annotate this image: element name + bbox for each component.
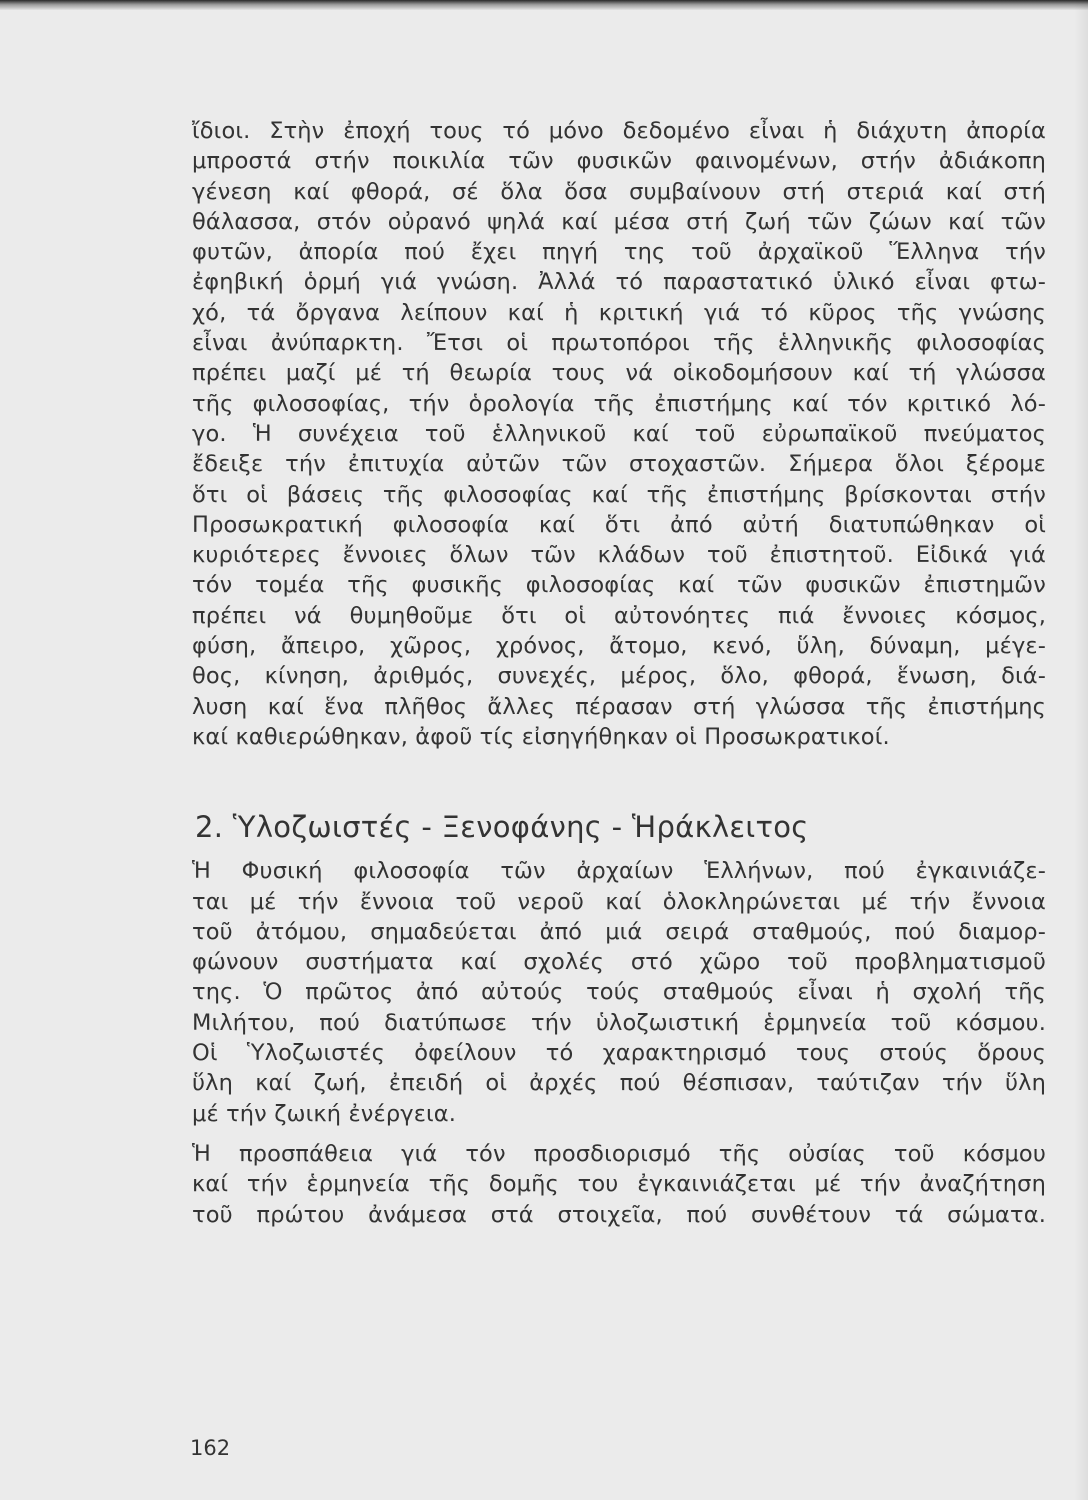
text-line: θος, κίνηση, ἀριθμός, συνεχές, μέρος, ὅλο, φθορά, ἕνωση, διά- <box>192 663 1046 690</box>
paragraph-1 <box>192 116 1046 752</box>
paragraph-3 <box>192 1139 1046 1230</box>
text-line: Ἡ προσπάθεια γιά τόν προσδιορισμό τῆς οὐσίας τοῦ κόσμου <box>192 1140 1046 1167</box>
text-line: μπροστά στήν ποικιλία τῶν φυσικῶν φαινομένων, στήν ἀδιάκοπη <box>192 148 1046 175</box>
text-line: Οἱ Ὑλοζωιστές ὀφείλουν τό χαρακτηρισμό τους στούς ὅρους <box>192 1040 1046 1067</box>
text-line: θάλασσα, στόν οὐρανό ψηλά καί μέσα στή ζωή τῶν ζώων καί τῶν <box>192 208 1046 235</box>
page-right-shadow <box>1074 0 1088 1500</box>
text-line: τόν τομέα τῆς φυσικῆς φιλοσοφίας καί τῶν φυσικῶν ἐπιστημῶν <box>192 572 1046 599</box>
text-line: ἐφηβική ὁρμή γιά γνώση. Ἀλλά τό παραστατικό ὑλικό εἶναι φτω- <box>192 269 1046 296</box>
section-heading: 2. Ὑλοζωιστές - Ξενοφάνης - Ἡράκλειτος <box>195 810 809 845</box>
text-line: τοῦ ἀτόμου, σημαδεύεται ἀπό μιά σειρά σταθμούς, πού διαμορ- <box>192 918 1046 945</box>
text-line: ἴδιοι. Στὴν ἐποχή τους τό μόνο δεδομένο εἶναι ἡ διάχυτη ἀπορία <box>192 118 1046 144</box>
text-line: χό, τά ὄργανα λείπουν καί ἡ κριτική γιά τό κῦρος τῆς γνώσης <box>192 299 1046 326</box>
text-line: Μιλήτου, πού διατύπωσε τήν ὑλοζωιστική ἑρμηνεία τοῦ κόσμου. <box>192 1009 1046 1036</box>
text-line: καί καθιερώθηκαν, ἀφοῦ τίς εἰσηγήθηκαν οἱ Προσωκρατικοί. <box>192 723 890 750</box>
text-line: πρέπει μαζί μέ τή θεωρία τους νά οἰκοδομήσουν καί τή γλώσσα <box>192 360 1046 387</box>
text-line: της. Ὁ πρῶτος ἀπό αὐτούς τούς σταθμούς εἶναι ἡ σχολή τῆς <box>192 979 1046 1006</box>
text-line: γο. Ἡ συνέχεια τοῦ ἑλληνικοῦ καί τοῦ εὐρωπαϊκοῦ πνεύματος <box>192 420 1046 447</box>
text-line: ὅτι οἱ βάσεις τῆς φιλοσοφίας καί τῆς ἐπιστήμης βρίσκονται στήν <box>192 481 1046 508</box>
text-line: Ἡ Φυσική φιλοσοφία τῶν ἀρχαίων Ἑλλήνων, πού ἐγκαινιάζε- <box>192 858 1046 885</box>
text-line: τῆς φιλοσοφίας, τήν ὁρολογία τῆς ἐπιστήμης καί τόν κριτικό λό- <box>192 390 1046 417</box>
text-line: ὕλη καί ζωή, ἐπειδή οἱ ἀρχές πού θέσπισαν, ταύτιζαν τήν ὕλη <box>192 1070 1046 1097</box>
paragraph-2 <box>192 856 1046 1129</box>
text-line: πρέπει νά θυμηθοῦμε ὅτι οἱ αὐτονόητες πιά ἔννοιες κόσμος, <box>192 602 1046 629</box>
text-line: φύση, ἄπειρο, χῶρος, χρόνος, ἄτομο, κενό, ὕλη, δύναμη, μέγε- <box>192 633 1046 660</box>
text-line: τοῦ πρώτου ἀνάμεσα στά στοιχεῖα, πού συνθέτουν τά σώματα. <box>192 1201 1046 1228</box>
text-line: μέ τήν ζωική ἐνέργεια. <box>192 1100 457 1127</box>
text-line: κυριότερες ἔννοιες ὅλων τῶν κλάδων τοῦ ἐπιστητοῦ. Εἰδικά γιά <box>192 542 1046 569</box>
text-line: λυση καί ἕνα πλῆθος ἄλλες πέρασαν στή γλώσσα τῆς ἐπιστήμης <box>192 693 1046 720</box>
page-number: 162 <box>190 1436 231 1460</box>
text-line: εἶναι ἀνύπαρκτη. Ἔτσι οἱ πρωτοπόροι τῆς ἑλληνικῆς φιλοσοφίας <box>192 330 1046 357</box>
text-line: γένεση καί φθορά, σέ ὅλα ὅσα συμβαίνουν στή στεριά καί στή <box>192 178 1046 205</box>
text-line: ται μέ τήν ἔννοια τοῦ νεροῦ καί ὁλοκληρώνεται μέ τήν ἔννοια <box>192 888 1046 915</box>
page-top-edge <box>0 0 1088 10</box>
text-line: ἔδειξε τήν ἐπιτυχία αὐτῶν τῶν στοχαστῶν. Σήμερα ὅλοι ξέρομε <box>192 451 1046 478</box>
text-line: φώνουν συστήματα καί σχολές στό χῶρο τοῦ προβληματισμοῦ <box>192 949 1046 976</box>
text-line: Προσωκρατική φιλοσοφία καί ὅτι ἀπό αὐτή διατυπώθηκαν οἱ <box>192 511 1046 538</box>
text-line: φυτῶν, ἀπορία πού ἔχει πηγή της τοῦ ἀρχαϊκοῦ Ἕλληνα τήν <box>192 239 1046 266</box>
page-body <box>192 116 1046 1230</box>
text-line: καί τήν ἑρμηνεία τῆς δομῆς του ἐγκαινιάζεται μέ τήν ἀναζήτηση <box>192 1171 1046 1198</box>
